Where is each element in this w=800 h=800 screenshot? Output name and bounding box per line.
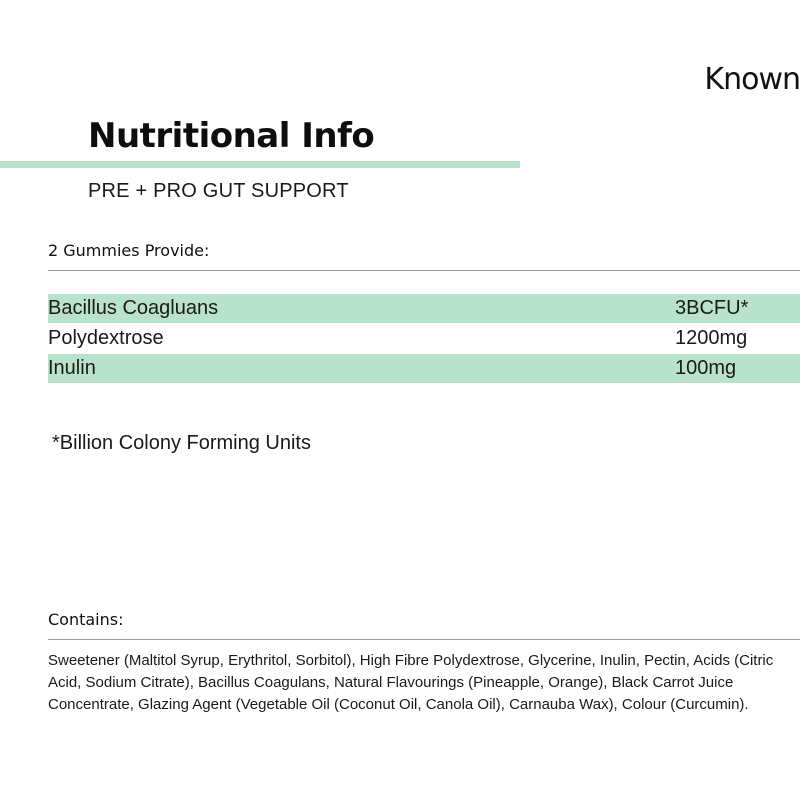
nutrient-name: Polydextrose xyxy=(48,327,164,349)
divider xyxy=(48,639,800,640)
product-subtitle: PRE + PRO GUT SUPPORT xyxy=(88,180,349,202)
nutrient-amount: 3BCFU* xyxy=(675,297,749,319)
serving-heading: 2 Gummies Provide: xyxy=(48,241,210,260)
contains-heading: Contains: xyxy=(48,610,124,629)
nutrient-table xyxy=(48,294,800,384)
footnote: *Billion Colony Forming Units xyxy=(52,432,311,454)
nutrient-amount: 1200mg xyxy=(675,327,748,349)
nutrient-name: Bacillus Coagluans xyxy=(48,297,219,319)
ingredients-list: Sweetener (Maltitol Syrup, Erythritol, Sorbitol), High Fibre Polydextrose, Glycerine, Inulin, Pectin, Acids (Citric Acid, Sodium Citrate), Bacillus Coagulans, Natural Flavourings (Pineapple, Orange), Black Carrot Juice Concentrate, Glazing Agent (Vegetable Oil (Coconut Oil, Canola Oil), Carnauba Wax), Colour (Curcumin). xyxy=(48,652,774,713)
brand-logo: Known xyxy=(704,62,800,97)
nutrient-row xyxy=(48,354,800,383)
nutrient-row xyxy=(48,294,800,323)
title-underline xyxy=(0,161,520,168)
divider xyxy=(48,270,800,271)
nutrient-row xyxy=(48,324,800,353)
nutrient-name: Inulin xyxy=(48,357,96,379)
page-title: Nutritional Info xyxy=(88,116,375,156)
nutrient-amount: 100mg xyxy=(675,357,737,379)
